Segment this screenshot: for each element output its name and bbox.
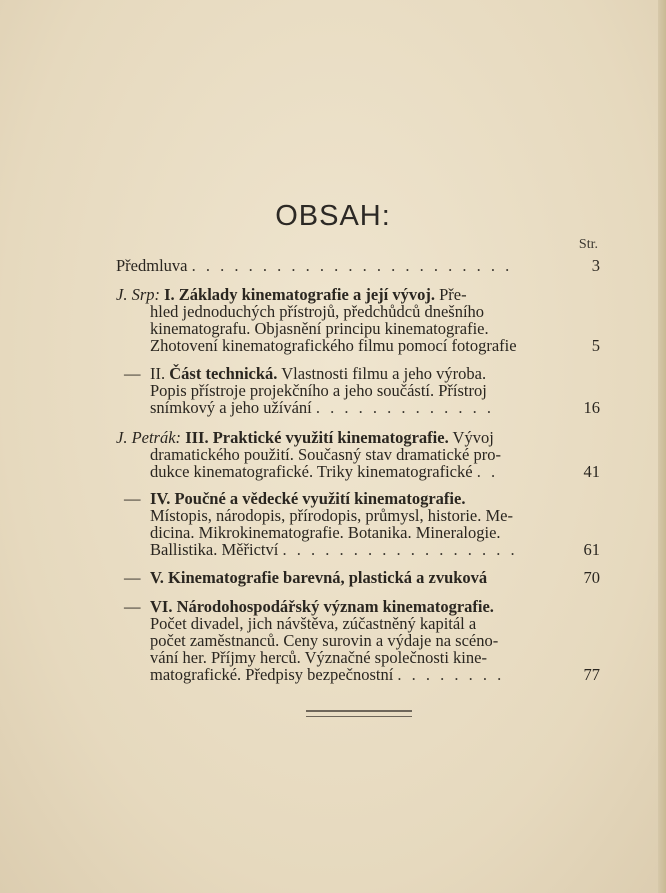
page-number: 3 (591, 256, 600, 275)
toc-entry-zaklady (116, 286, 600, 354)
entry-text: Pře- (439, 285, 467, 304)
entry-label: Předmluva (116, 256, 188, 275)
entry-text: Vývoj (452, 428, 494, 447)
dot-leader: . . . . . . . . . . . . . (315, 398, 495, 417)
dash: — (124, 568, 141, 587)
toc-entry-narodohospodarsky (116, 598, 600, 683)
author-name: J. Srp: (116, 285, 160, 304)
entry-text: kinematografu. Objasnění principu kinematografie. (150, 319, 489, 338)
entry-text: Místopis, národopis, přírodopis, průmysl, historie. Me- (150, 506, 513, 525)
entry-text: Počet divadel, jich návštěva, zúčastněný kapitál a (150, 614, 477, 633)
dash: — (124, 364, 141, 383)
divider-rule (306, 710, 412, 712)
toc-entry-cast-technicka (116, 365, 600, 416)
page-number: 70 (583, 568, 600, 587)
dash: — (124, 597, 141, 616)
dot-leader: . . (476, 462, 499, 481)
page-number: 77 (583, 665, 600, 684)
dash: — (124, 489, 141, 508)
page-column-label: Str. (578, 237, 598, 252)
entry-text: snímkový a jeho užívání (150, 398, 312, 417)
toc-entry-prakticke-vyuziti (116, 429, 600, 480)
entry-text: Vlastnosti filmu a jeho výroba. (281, 364, 487, 383)
dot-leader: . . . . . . . . (397, 665, 505, 684)
entry-text: Ballistika. Měřictví (150, 540, 279, 559)
page-number: 5 (591, 336, 600, 355)
entry-text: dramatického použití. Současný stav dramatické pro- (150, 445, 501, 464)
entry-text: matografické. Předpisy bezpečnostní (150, 665, 394, 684)
toc-entry-poucne-vyuziti (116, 490, 600, 558)
divider-rule (306, 716, 412, 717)
chapter-heading: VI. Národohospodářský význam kinematografie. (150, 597, 494, 616)
page-number: 41 (583, 462, 600, 481)
page-number: 16 (583, 398, 600, 417)
author-name: J. Petrák: (116, 428, 182, 447)
entry-text: vání her. Příjmy herců. Význačné společnosti kine- (150, 648, 487, 667)
page-edge (658, 0, 666, 893)
entry-text: hled jednoduchých přístrojů, předchůdců dnešního (150, 302, 485, 321)
entry-text: Zhotovení kinematografického filmu pomocí fotografie (150, 336, 517, 355)
entry-text: Popis přístroje projekčního a jeho součástí. Přístroj (150, 381, 487, 400)
chapter-number: II. (150, 364, 166, 383)
toc-entry-barevna (116, 569, 600, 586)
chapter-heading: V. Kinematografie barevná, plastická a zvuková (150, 568, 488, 587)
entry-text: dukce kinematografické. Triky kinematografické (150, 462, 473, 481)
chapter-heading: IV. Poučné a vědecké využití kinematografie. (150, 489, 466, 508)
dot-leader: . . . . . . . . . . . . . . . . . . . . . . . (191, 256, 513, 275)
chapter-heading: I. Základy kinematografie a její vývoj. (164, 285, 435, 304)
page-number: 61 (583, 540, 600, 559)
chapter-heading: III. Praktické využití kinematografie. (185, 428, 449, 447)
page-title: OBSAH: (275, 200, 391, 232)
toc-entry-predmluva (116, 257, 600, 274)
chapter-heading: Část technická. (169, 364, 278, 383)
entry-text: dicina. Mikrokinematografie. Botanika. Mineralogie. (150, 523, 501, 542)
entry-text: počet zaměstnanců. Ceny surovin a výdaje na scéno- (150, 631, 499, 650)
dot-leader: . . . . . . . . . . . . . . . . . (282, 540, 518, 559)
